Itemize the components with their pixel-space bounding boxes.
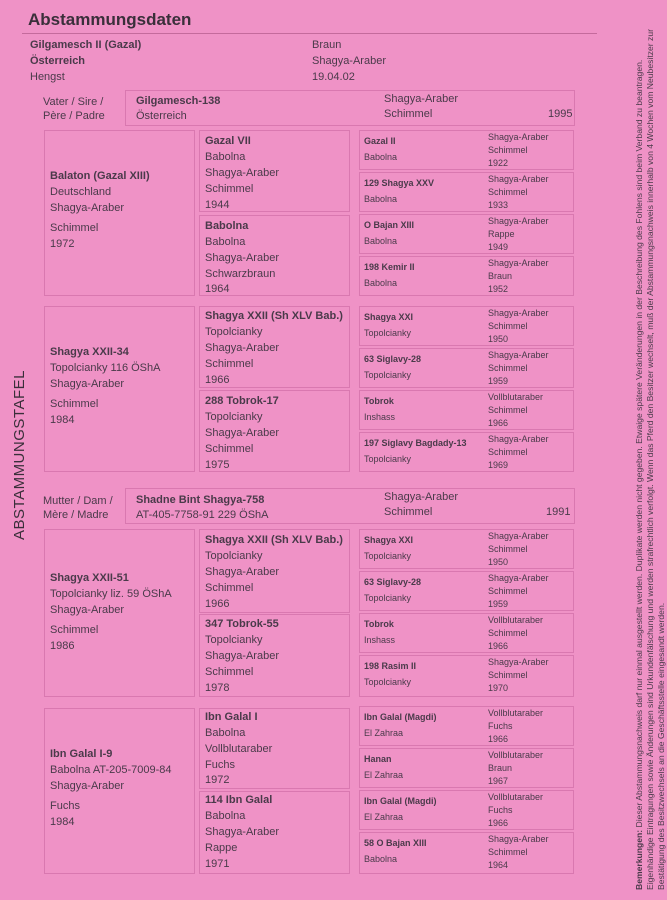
ancestor-place: Babolna: [205, 151, 246, 163]
ancestor-color: Schimmel: [488, 363, 528, 373]
horse-color: Braun: [312, 39, 342, 51]
ancestor-box: [359, 748, 574, 788]
ancestor-color: Schimmel: [488, 586, 528, 596]
dam-breed: Shagya-Araber: [384, 491, 458, 503]
ancestor-place: Topolcianky: [205, 326, 263, 338]
great-grandparent-box: [199, 614, 350, 697]
ancestor-name: 198 Kemir II: [364, 262, 415, 272]
ancestor-name: Gazal II: [364, 136, 396, 146]
ancestor-name: O Bajan XIII: [364, 220, 415, 230]
ancestor-color: Schimmel: [50, 222, 99, 234]
ancestor-color: Schimmel: [50, 624, 99, 636]
ancestor-year: 1966: [488, 641, 509, 651]
grandparent-box: [44, 529, 195, 697]
ancestor-color: Braun: [488, 763, 513, 773]
great-grandparent-box: [199, 215, 350, 296]
ancestor-name: Shagya XXII (Sh XLV Bab.): [205, 534, 343, 546]
ancestor-year: 1950: [488, 557, 509, 567]
horse-country: Österreich: [30, 55, 86, 67]
ancestor-color: Schimmel: [488, 405, 528, 415]
ancestor-breed: Shagya-Araber: [488, 216, 549, 226]
ancestor-year: 1970: [488, 683, 509, 693]
ancestor-year: 1969: [488, 460, 509, 470]
ancestor-breed: Shagya-Araber: [488, 308, 549, 318]
ancestor-name: Shagya XXII (Sh XLV Bab.): [205, 310, 343, 322]
ancestor-color: Schimmel: [50, 398, 99, 410]
ancestor-box: [359, 390, 574, 430]
ancestor-box: [359, 172, 574, 212]
ancestor-color: Schwarzbraun: [205, 268, 276, 280]
ancestor-place: Topolcianky: [364, 551, 412, 561]
horse-breed: Shagya-Araber: [312, 55, 386, 67]
ancestor-name: 288 Tobrok-17: [205, 395, 279, 407]
sire-label-1: Vater / Sire /: [43, 96, 104, 108]
ancestor-breed: Shagya-Araber: [488, 258, 549, 268]
ancestor-color: Rappe: [488, 229, 515, 239]
ancestor-breed: Shagya-Araber: [205, 566, 279, 578]
ancestor-name: 347 Tobrok-55: [205, 618, 279, 630]
ancestor-box: [359, 214, 574, 254]
ancestor-color: Braun: [488, 271, 513, 281]
ancestor-name: 114 Ibn Galal: [205, 794, 273, 806]
remarks-body: Dieser Abstammungsnachweis darf nur einmal ausgestellt werden. Duplikate werden nicht gegeben. Etwaige spätere Veränderungen in der Beschreibung des Fohlens sind beim Verband zu beantragen. Eigenhändige Eintragungen sowie Änderungen sind Urkundenfälschung und werden strafrechtlich verfolgt. Wenn das Pferd den Besitzer wechselt, muß der Abstammungsnachweis innerhalb von 4 Wochen vom Neubesitzer zur Bestätigung des Besitzwechsels an die Geschäftsstelle eingesandt werden.: [634, 29, 666, 890]
ancestor-year: 1967: [488, 776, 509, 786]
ancestor-name: 129 Shagya XXV: [364, 178, 435, 188]
remarks-label: Bemerkungen:: [634, 829, 644, 890]
ancestor-breed: Shagya-Araber: [488, 350, 549, 360]
great-grandparent-box: [199, 306, 350, 388]
ancestor-name: Gazal VII: [205, 135, 251, 147]
ancestor-name: 58 O Bajan XIII: [364, 838, 427, 848]
ancestor-color: Schimmel: [205, 582, 254, 594]
ancestor-place: Babolna: [205, 727, 246, 739]
ancestor-breed: Shagya-Araber: [488, 132, 549, 142]
ancestor-place: Topolcianky liz. 59 ÖShA: [50, 588, 172, 600]
ancestor-box: [359, 613, 574, 653]
ancestor-name: Hanan: [364, 754, 392, 764]
ancestor-breed: Shagya-Araber: [205, 650, 279, 662]
ancestor-color: Schimmel: [205, 666, 254, 678]
ancestor-color: Schimmel: [488, 847, 528, 857]
ancestor-year: 1966: [488, 734, 509, 744]
ancestor-breed: Shagya-Araber: [205, 252, 279, 264]
ancestor-year: 1964: [205, 283, 230, 295]
ancestor-place: Topolcianky: [364, 370, 412, 380]
ancestor-place: Babolna: [364, 152, 398, 162]
ancestor-color: Schimmel: [205, 443, 254, 455]
ancestor-place: Inshass: [364, 412, 396, 422]
ancestor-place: Babolna: [364, 236, 398, 246]
sire-label-2: Père / Padre: [43, 110, 105, 122]
ancestor-color: Schimmel: [488, 187, 528, 197]
ancestor-breed: Shagya-Araber: [50, 604, 124, 616]
ancestor-year: 1984: [50, 414, 75, 426]
ancestor-box: [359, 571, 574, 611]
ancestor-year: 1959: [488, 376, 509, 386]
ancestor-breed: Shagya-Araber: [488, 434, 549, 444]
ancestor-year: 1944: [205, 199, 230, 211]
ancestor-name: Ibn Galal (Magdi): [364, 796, 437, 806]
ancestor-year: 1966: [205, 598, 230, 610]
ancestor-box: [359, 655, 574, 697]
ancestor-name: 63 Siglavy-28: [364, 354, 422, 364]
ancestor-breed: Vollblutaraber: [205, 743, 273, 755]
sire-breed: Shagya-Araber: [384, 93, 458, 105]
ancestor-color: Schimmel: [205, 183, 254, 195]
ancestor-place: Babolna: [205, 236, 246, 248]
dam-name: Shadne Bint Shagya-758: [136, 494, 265, 506]
title-divider: [22, 33, 597, 34]
ancestor-color: Schimmel: [205, 358, 254, 370]
ancestor-year: 1922: [488, 158, 509, 168]
ancestor-name: Ibn Galal (Magdi): [364, 712, 437, 722]
grandparent-box: [44, 306, 195, 472]
ancestor-color: Schimmel: [488, 447, 528, 457]
ancestor-place: Topolcianky: [364, 454, 412, 464]
ancestor-breed: Shagya-Araber: [488, 573, 549, 583]
ancestor-year: 1949: [488, 242, 509, 252]
ancestor-color: Schimmel: [488, 145, 528, 155]
ancestor-box: [359, 832, 574, 874]
ancestor-name: Balaton (Gazal XIII): [50, 170, 150, 182]
ancestor-breed: Shagya-Araber: [488, 657, 549, 667]
ancestor-color: Fuchs: [488, 805, 513, 815]
ancestor-box: [359, 529, 574, 569]
sire-color: Schimmel: [384, 108, 433, 120]
ancestor-breed: Vollblutaraber: [488, 750, 544, 760]
ancestor-breed: Vollblutaraber: [488, 615, 544, 625]
ancestor-place: Topolcianky: [205, 550, 263, 562]
ancestor-year: 1971: [205, 858, 230, 870]
ancestor-year: 1972: [50, 238, 75, 250]
ancestor-year: 1966: [488, 418, 509, 428]
page-title: Abstammungsdaten: [28, 10, 192, 29]
ancestor-year: 1950: [488, 334, 509, 344]
ancestor-place: Topolcianky: [364, 328, 412, 338]
great-grandparent-box: [199, 791, 350, 874]
great-grandparent-box: [199, 708, 350, 789]
grandparent-box: [44, 130, 195, 296]
ancestor-year: 1986: [50, 640, 75, 652]
ancestor-color: Schimmel: [488, 628, 528, 638]
ancestor-color: Fuchs: [50, 800, 80, 812]
ancestor-box: [359, 348, 574, 388]
ancestor-box: [359, 306, 574, 346]
ancestor-place: El Zahraa: [364, 770, 404, 780]
dam-box: [125, 488, 575, 524]
ancestor-place: Babolna: [364, 194, 398, 204]
ancestor-color: Schimmel: [488, 321, 528, 331]
ancestor-year: 1975: [205, 459, 230, 471]
ancestor-name: Tobrok: [364, 619, 394, 629]
ancestor-color: Fuchs: [205, 759, 235, 771]
dam-year: 1991: [546, 506, 571, 518]
dam-label-2: Mère / Madre: [43, 509, 109, 521]
ancestor-place: Babolna: [364, 854, 398, 864]
ancestor-breed: Shagya-Araber: [205, 342, 279, 354]
sire-year: 1995: [548, 108, 573, 120]
ancestor-place: Deutschland: [50, 186, 112, 198]
ancestor-name: Ibn Galal I-9: [50, 748, 113, 760]
ancestor-place: Topolcianky: [205, 634, 263, 646]
ancestor-year: 1952: [488, 284, 509, 294]
ancestor-place: Topolcianky: [364, 677, 412, 687]
ancestor-color: Rappe: [205, 842, 238, 854]
ancestor-name: Shagya XXII-51: [50, 572, 129, 584]
ancestor-color: Fuchs: [488, 721, 513, 731]
remarks-text: [634, 10, 667, 890]
ancestor-year: 1964: [488, 860, 509, 870]
horse-name: Gilgamesch II (Gazal): [30, 39, 142, 51]
ancestor-breed: Shagya-Araber: [488, 174, 549, 184]
ancestor-breed: Vollblutaraber: [488, 392, 544, 402]
ancestor-place: Topolcianky 116 ÖShA: [50, 362, 161, 374]
ancestor-name: Ibn Galal I: [205, 711, 258, 723]
ancestor-box: [359, 432, 574, 472]
ancestor-place: El Zahraa: [364, 812, 404, 822]
ancestor-place: Topolcianky: [364, 593, 412, 603]
ancestor-breed: Shagya-Araber: [50, 780, 124, 792]
ancestor-place: Babolna: [364, 278, 398, 288]
ancestor-place: El Zahraa: [364, 728, 404, 738]
ancestor-place: Inshass: [364, 635, 396, 645]
ancestor-breed: Vollblutaraber: [488, 792, 544, 802]
sire-place: Österreich: [136, 110, 187, 122]
horse-sex: Hengst: [30, 71, 65, 83]
ancestor-breed: Shagya-Araber: [488, 834, 549, 844]
ancestor-box: [359, 130, 574, 170]
ancestor-name: 197 Siglavy Bagdady-13: [364, 438, 467, 448]
ancestor-box: [359, 256, 574, 296]
great-grandparent-box: [199, 390, 350, 472]
ancestor-name: Shagya XXI: [364, 312, 414, 322]
ancestor-color: Schimmel: [488, 544, 528, 554]
ancestor-name: Shagya XXI: [364, 535, 414, 545]
ancestor-year: 1972: [205, 774, 230, 786]
ancestor-place: Topolcianky: [205, 411, 263, 423]
ancestor-box: [359, 706, 574, 746]
ancestor-box: [359, 790, 574, 830]
pedigree-vertical-label: ABSTAMMUNGSTAFEL: [11, 370, 28, 540]
ancestor-name: 198 Rasim II: [364, 661, 417, 671]
grandparent-box: [44, 708, 195, 874]
ancestor-color: Schimmel: [488, 670, 528, 680]
ancestor-breed: Shagya-Araber: [488, 531, 549, 541]
ancestor-name: Tobrok: [364, 396, 394, 406]
ancestor-place: Babolna: [205, 810, 246, 822]
dam-color: Schimmel: [384, 506, 433, 518]
ancestor-place: Babolna AT-205-7009-84: [50, 764, 172, 776]
horse-birthdate: 19.04.02: [312, 71, 355, 83]
ancestor-name: Babolna: [205, 220, 249, 232]
great-grandparent-box: [199, 130, 350, 212]
ancestor-breed: Shagya-Araber: [50, 202, 124, 214]
ancestor-year: 1966: [488, 818, 509, 828]
ancestor-breed: Shagya-Araber: [205, 826, 279, 838]
great-grandparent-box: [199, 529, 350, 613]
sire-name: Gilgamesch-138: [136, 95, 221, 107]
ancestor-breed: Shagya-Araber: [50, 378, 124, 390]
ancestor-breed: Shagya-Araber: [205, 427, 279, 439]
ancestor-name: 63 Siglavy-28: [364, 577, 422, 587]
ancestor-year: 1966: [205, 374, 230, 386]
ancestor-year: 1933: [488, 200, 509, 210]
ancestor-breed: Shagya-Araber: [205, 167, 279, 179]
ancestor-year: 1959: [488, 599, 509, 609]
ancestor-breed: Vollblutaraber: [488, 708, 544, 718]
ancestor-year: 1984: [50, 816, 75, 828]
dam-place: AT-405-7758-91 229 ÖShA: [136, 509, 269, 521]
ancestor-name: Shagya XXII-34: [50, 346, 129, 358]
dam-label-1: Mutter / Dam /: [43, 495, 113, 507]
sire-box: [125, 90, 575, 126]
ancestor-year: 1978: [205, 682, 230, 694]
